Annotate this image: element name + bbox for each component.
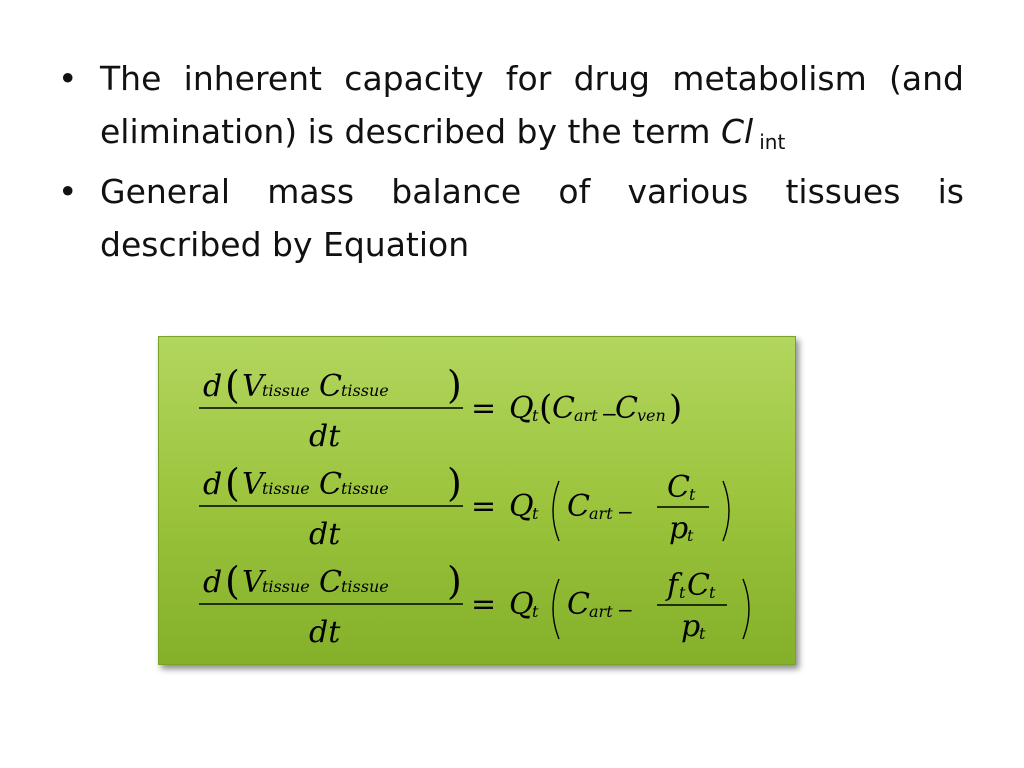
svg-text:C: C (319, 369, 342, 404)
svg-text:t: t (699, 624, 706, 643)
svg-text:d: d (203, 467, 223, 502)
svg-text:dt: dt (309, 419, 341, 454)
svg-text:C: C (567, 489, 590, 524)
svg-text:tissue: tissue (262, 381, 310, 400)
svg-text:(: ( (225, 461, 240, 505)
svg-text:p: p (681, 609, 701, 644)
svg-text:): ) (669, 388, 683, 428)
equation-1 (199, 363, 682, 454)
svg-text:V: V (242, 369, 264, 404)
bullet-list (58, 52, 964, 273)
svg-text:p: p (669, 511, 689, 546)
svg-text:tissue: tissue (341, 381, 389, 400)
svg-text:t: t (532, 406, 539, 425)
svg-text:C: C (687, 568, 710, 603)
svg-text:t: t (532, 504, 539, 523)
bullet-marker: • (58, 172, 78, 211)
svg-text:tissue: tissue (262, 479, 310, 498)
svg-text:): ) (447, 559, 462, 603)
svg-text:=: = (471, 587, 497, 622)
svg-text:d: d (203, 369, 223, 404)
svg-text:C: C (319, 565, 342, 600)
svg-text:tissue: tissue (262, 577, 310, 596)
bullet-marker: • (58, 59, 78, 98)
svg-text:−: − (617, 598, 634, 622)
svg-text:=: = (471, 391, 497, 426)
svg-text:t: t (679, 583, 686, 602)
svg-text:): ) (447, 363, 462, 407)
svg-text:tissue: tissue (341, 479, 389, 498)
bullet-item-clint (58, 52, 964, 163)
svg-text:Q: Q (509, 587, 534, 622)
equation-3 (199, 559, 749, 650)
svg-text:t: t (689, 485, 696, 504)
clint-term: Cl (721, 112, 754, 151)
equation-2 (199, 461, 729, 552)
svg-text:dt: dt (309, 517, 341, 552)
svg-text:art: art (589, 504, 613, 523)
svg-text:art: art (574, 406, 598, 425)
svg-text:f: f (667, 568, 679, 603)
svg-text:=: = (471, 489, 497, 524)
svg-text:(: ( (225, 559, 240, 603)
svg-text:ven: ven (637, 406, 666, 425)
bullet-text: The inherent capacity for drug metabolism (and elimination) is described by the term (100, 59, 964, 151)
svg-text:−: − (617, 500, 634, 524)
svg-text:C: C (667, 470, 690, 505)
svg-text:Q: Q (509, 489, 534, 524)
svg-text:C: C (615, 391, 638, 426)
equations-graphic (159, 337, 795, 664)
clint-subscript: int (759, 130, 786, 154)
svg-text:(: ( (539, 388, 553, 428)
bullet-item-mass-balance (58, 165, 964, 271)
svg-text:t: t (709, 583, 716, 602)
svg-text:V: V (242, 467, 264, 502)
svg-text:d: d (203, 565, 223, 600)
svg-text:V: V (242, 565, 264, 600)
svg-text:Q: Q (509, 391, 534, 426)
svg-text:C: C (552, 391, 575, 426)
svg-text:art: art (589, 602, 613, 621)
svg-text:): ) (447, 461, 462, 505)
svg-text:(: ( (225, 363, 240, 407)
svg-text:C: C (319, 467, 342, 502)
svg-text:C: C (567, 587, 590, 622)
svg-text:tissue: tissue (341, 577, 389, 596)
svg-text:t: t (687, 526, 694, 545)
svg-text:−: − (601, 402, 618, 426)
bullet-text: General mass balance of various tissues is described by Equation (100, 172, 964, 264)
svg-text:dt: dt (309, 615, 341, 650)
svg-text:t: t (532, 602, 539, 621)
equation-box (158, 336, 796, 665)
